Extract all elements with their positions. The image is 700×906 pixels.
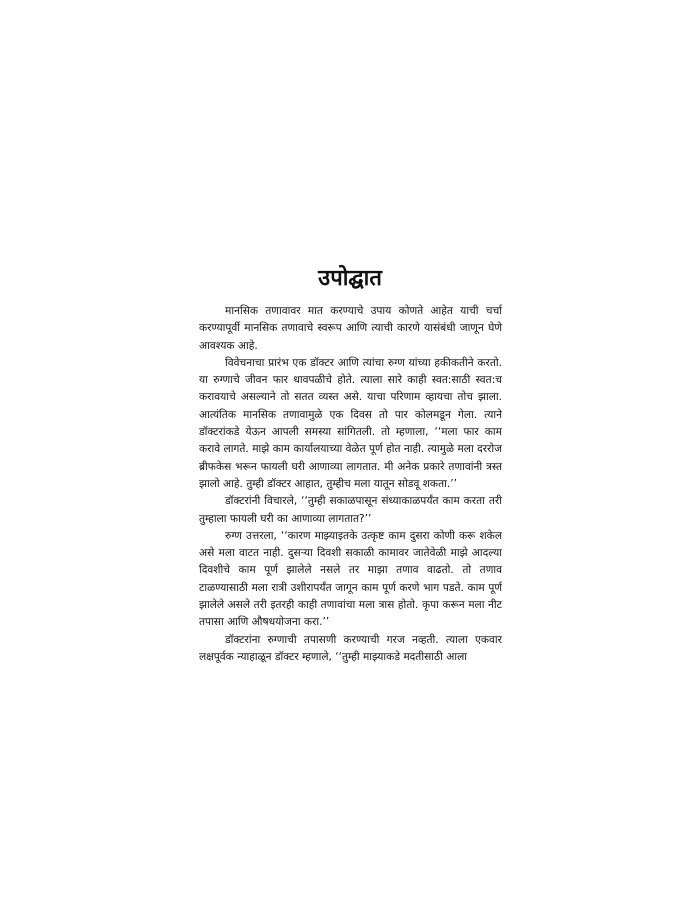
paragraph-4: रुग्ण उत्तरला, ‘‘कारण माझ्याइतके उत्कृष्ट काम दुसरा कोणी करू शकेल असे मला वाटत नाही. दुसऱ्या दिवशी सकाळी कामावर जातेवेळी माझे आदल्या दिवशीचे काम पूर्ण झालेले नसले तर माझा तणाव वाढतो. तो तणाव टाळण्यासाठी मला रात्री उशीरापर्यंत जागून काम पूर्ण करणे भाग पडते. काम पूर्ण झालेले असले तरी इतरही काही तणावांचा मला त्रास होतो. कृपा करून मला नीट तपासा आणि औषधयोजना करा.’’ bbox=[199, 529, 502, 629]
page-title: उपोद्घात bbox=[318, 266, 382, 291]
paragraph-5: डॉक्टरांना रुग्णाची तपासणी करण्याची गरज नव्हती. त्याला एकवार लक्षपूर्वक न्याहाळून डॉक्टर म्हणाले, ‘‘तुम्ही माझ्याकडे मदतीसाठी आला bbox=[199, 633, 502, 663]
paragraph-3: डॉक्टरांनी विचारले, ‘‘तुम्ही सकाळपासून संध्याकाळपर्यंत काम करता तरी तुम्हाला फायली घरी का आणाव्या लागतात?’’ bbox=[199, 495, 502, 525]
paragraph-2: विवेचनाचा प्रारंभ एक डॉक्टर आणि त्यांचा रुग्ण यांच्या हकीकतीने करतो. या रुग्णाचे जीवन फार धावपळीचे होते. त्याला सारे काही स्वत:साठी स्वत:च करावयाचे असल्याने तो सतत व्यस्त असे. याचा परिणाम व्हायचा तोच झाला. आत्यंतिक मानसिक तणावामुळे एक दिवस तो पार कोलमडून गेला. त्याने डॉक्टरांकडे येऊन आपली समस्या सांगितली. तो म्हणाला, ‘‘मला फार काम करावे लागते. माझे काम कार्यालयाच्या वेळेत पूर्ण होत नाही. त्यामुळे मला दररोज ब्रीफकेस भरून फायली घरी आणाव्या लागतात. मी अनेक प्रकारे तणावांनी त्रस्त झालो आहे. तुम्ही डॉक्टर आहात, तुम्हीच मला यातून सोडवू शकता.’’ bbox=[199, 356, 502, 490]
paragraph-1: मानसिक तणावावर मात करण्याचे उपाय कोणते आहेत याची चर्चा करण्यापूर्वी मानसिक तणावाचे स्वरूप आणि त्याची कारणे यासंबंधी जाणून घेणे आवश्यक आहे. bbox=[199, 305, 502, 352]
body-text bbox=[199, 303, 502, 666]
